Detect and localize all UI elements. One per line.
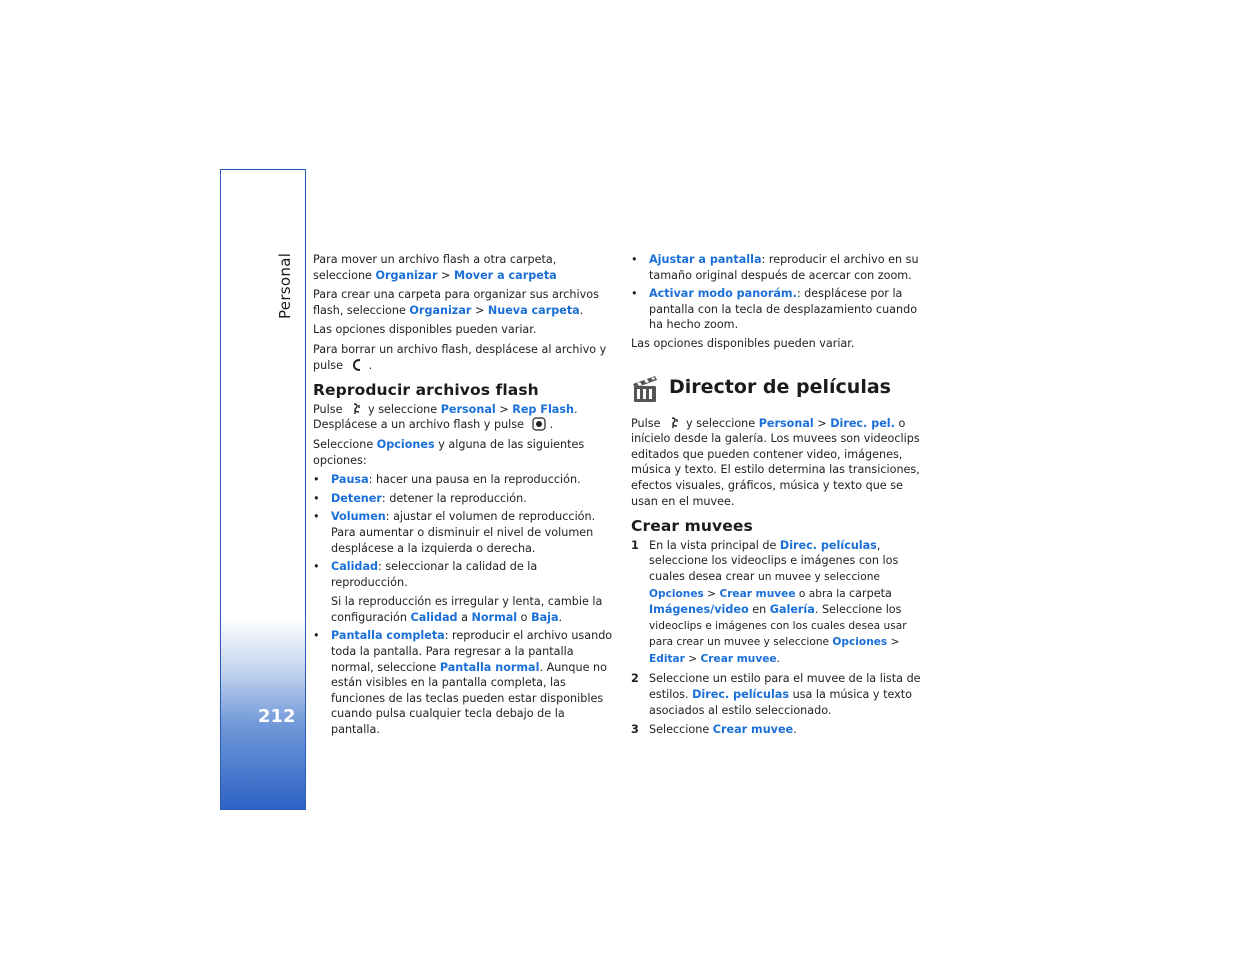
select-key-icon [532,417,546,431]
heading-director: Director de películas [669,375,891,398]
heading-crear-muvees: Crear muvees [631,517,753,536]
link-opciones-2: Opciones [649,587,704,600]
link-crear-muvee-3: Crear muvee [712,723,794,737]
left-column [313,252,613,741]
link-galeria: Galería [769,603,815,617]
link-ajustar-a-pantalla: Ajustar a pantalla [649,253,762,266]
clear-key-icon [351,358,365,372]
link-pantalla-normal: Pantalla normal [439,660,540,674]
list-item: • Pausa: hacer una pausa en la reproducción. [313,472,613,488]
paragraph-new-folder: Para crear una carpeta para organizar sus archivos flash, seleccione Organizar > Nueva carpeta. [313,288,599,317]
page-number: 212 [258,706,296,727]
paragraph-select-options: Seleccione Opciones y alguna de las siguientes opciones: [313,437,585,467]
link-normal: Normal [471,610,518,624]
link-nueva-carpeta: Nueva carpeta [487,303,580,317]
right-column [631,252,933,742]
link-activar-modo-panoram: Activar modo panorám. [649,287,797,301]
step-item: 2 Seleccione un estilo para el muvee de la lista de estilos. Direc. películas usa la música y texto asociados al estilo seleccionado. [631,672,921,717]
director-heading-row [631,372,933,404]
link-calidad-2: Calidad [410,610,458,624]
list-item: • Calidad: seleccionar la calidad de la reproducción. Si la reproducción es irregular y lenta, cambie la configuración Calidad a Normal o Baja. [313,559,613,625]
link-volumen: Volumen [331,510,386,524]
list-item: • Detener: detener la reproducción. [313,491,613,507]
link-organizar-2: Organizar [409,303,472,317]
link-rep-flash: Rep Flash [512,402,574,416]
link-organizar: Organizar [375,268,438,282]
link-baja: Baja [531,610,559,624]
options-list [313,472,613,738]
paragraph-director-intro: Pulse y seleccione Personal > Direc. pel. o inícielo desde la galería. Los muvees son videoclips editados que pueden contener video, imágenes, música y texto. El estilo determina las transiciones, efectos visuales, gráficos, música y texto que se usan en el muvee. [631,416,920,508]
link-imagenes-video: Imágenes/video [649,603,749,617]
link-opciones: Opciones [376,437,435,451]
menu-key-icon [350,402,364,416]
paragraph-options-vary-2: Las opciones disponibles pueden variar. [631,336,855,350]
link-pausa: Pausa [331,473,369,487]
zoom-options-list [631,252,933,333]
quality-note: Si la reproducción es irregular y lenta, cambie la configuración Calidad a Normal o Baja. [331,595,603,624]
step-item: 3 Seleccione Crear muvee. [631,723,797,737]
paragraph-move: Para mover un archivo flash a otra carpeta, seleccione Organizar > Mover a carpeta [313,253,557,282]
list-item: • Ajustar a pantalla: reproducir el archivo en su tamaño original después de acercar con zoom. [631,252,933,283]
menu-key-icon [668,416,682,430]
link-direc-peliculas: Direc. películas [779,538,877,552]
link-direc-peliculas-2: Direc. películas [692,688,790,702]
heading-reproducir: Reproducir archivos flash [313,381,539,400]
link-personal-2: Personal [758,416,814,430]
link-editar: Editar [649,652,685,665]
steps-list [631,538,933,738]
clapperboard-icon [631,372,659,404]
link-opciones-3: Opciones [832,636,888,649]
section-label: Personal [276,252,294,319]
step-item: 1 En la vista principal de Direc. películas, seleccione los videoclips e imágenes con los cuales desea crear un muvee y seleccione Opciones > Crear muvee o abra la carpeta Imágenes/video en Galería. Seleccione los videoclips e imágenes con los cuales desea usar para crear un muvee y seleccione Opciones > Editar > Crear muvee. [631,538,907,665]
link-direc-pel: Direc. pel. [830,416,895,430]
link-crear-muvee-2: Crear muvee [700,652,777,665]
list-item: • Volumen: ajustar el volumen de reproducción. Para aumentar o disminuir el nivel de volumen desplácese a la izquierda o derecha. [313,509,613,556]
link-pantalla-completa: Pantalla completa [331,629,445,643]
link-crear-muvee: Crear muvee [719,587,796,600]
link-calidad: Calidad [331,560,378,574]
paragraph-delete: Para borrar un archivo flash, desplácese al archivo y pulse . [313,342,607,372]
link-mover-a-carpeta: Mover a carpeta [453,268,557,282]
list-item: • Pantalla completa: reproducir el archivo usando toda la pantalla. Para regresar a la pantalla normal, seleccione Pantalla normal. Aunque no están visibles en la pantalla completa, las funciones de las teclas pueden estar disponibles cuando pulsa cualquier tecla debajo de la pantalla. [313,628,613,737]
link-detener: Detener [331,491,382,505]
paragraph-options-vary: Las opciones disponibles pueden variar. [313,323,537,337]
link-personal: Personal [440,402,496,416]
list-item: • Activar modo panorám.: desplácese por la pantalla con la tecla de desplazamiento cuando ha hecho zoom. [631,286,933,333]
paragraph-open-player: Pulse y seleccione Personal > Rep Flash. Desplácese a un archivo flash y pulse . [313,402,578,432]
